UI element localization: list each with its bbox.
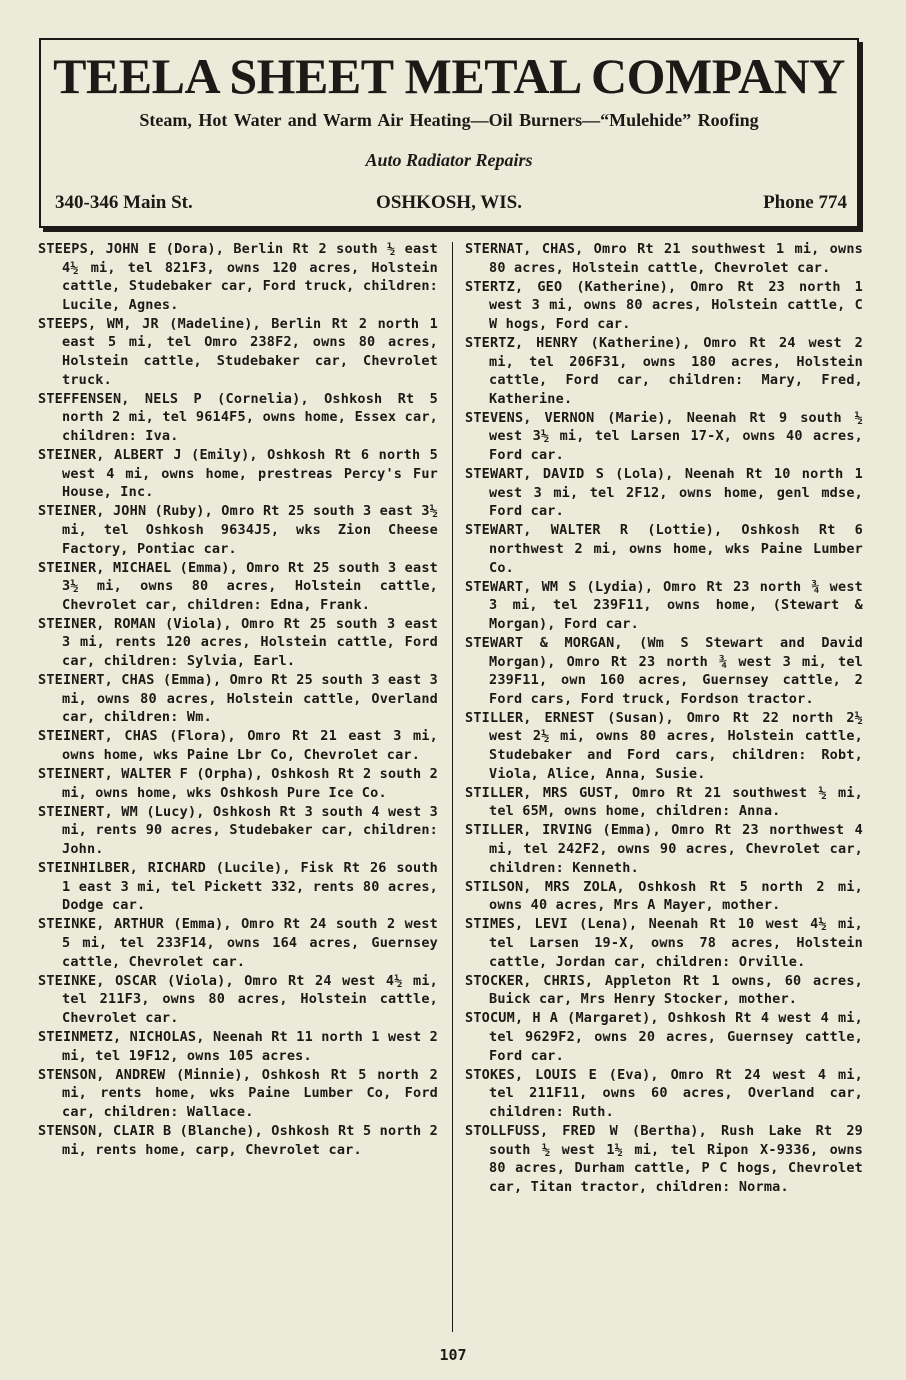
directory-entry: STEINER, MICHAEL (Emma), Omro Rt 25 south 3 east 3½ mi, owns 80 acres, Holstein cattle, Chevrolet car, children: Edna, Frank. [38, 559, 438, 613]
directory-entry: STILLER, ERNEST (Susan), Omro Rt 22 north 2½ west 2½ mi, owns 80 acres, Holstein cattle, Studebaker and Ford cars, children: Robt, Viola, Alice, Anna, Susie. [465, 709, 863, 782]
directory-entry: STOKES, LOUIS E (Eva), Omro Rt 24 west 4 mi, tel 211F11, owns 60 acres, Overland car, children: Ruth. [465, 1066, 863, 1120]
directory-entry: STEINERT, WM (Lucy), Oshkosh Rt 3 south 4 west 3 mi, rents 90 acres, Studebaker car, children: John. [38, 803, 438, 857]
directory-entry: STOLLFUSS, FRED W (Bertha), Rush Lake Rt 29 south ½ west 1½ mi, tel Ripon X-9336, owns 80 acres, Durham cattle, P C hogs, Chevrolet car, Titan tractor, children: Norma. [465, 1122, 863, 1195]
directory-entry: STEINMETZ, NICHOLAS, Neenah Rt 11 north 1 west 2 mi, tel 19F12, owns 105 acres. [38, 1028, 438, 1064]
page-number: 107 [439, 1346, 467, 1364]
directory-entry: STEINERT, CHAS (Flora), Omro Rt 21 east 3 mi, owns home, wks Paine Lbr Co, Chevrolet car. [38, 728, 438, 764]
directory-entry: STEINERT, CHAS (Emma), Omro Rt 25 south 3 east 3 mi, owns 80 acres, Holstein cattle, Overland car, children: Wm. [38, 672, 438, 726]
directory-entry: STILLER, MRS GUST, Omro Rt 21 southwest ½ mi, tel 65M, owns home, children: Anna. [465, 784, 863, 820]
directory-entry: STEWART, WM S (Lydia), Omro Rt 23 north ¾ west 3 mi, tel 239F11, owns home, (Stewart & Morgan), Ford car. [465, 578, 863, 632]
services-line: Steam, Hot Water and Warm Air Heating—Oil Burners—“Mulehide” Roofing [139, 110, 759, 130]
directory-entry: STEINKE, ARTHUR (Emma), Omro Rt 24 south 2 west 5 mi, tel 233F14, owns 164 acres, Guernsey cattle, Chevrolet car. [38, 916, 438, 970]
directory-entry: STILLER, IRVING (Emma), Omro Rt 23 northwest 4 mi, tel 242F2, owns 90 acres, Chevrolet car, children: Kenneth. [465, 822, 863, 876]
directory-entry: STENSON, CLAIR B (Blanche), Oshkosh Rt 5 north 2 mi, rents home, carp, Chevrolet car. [38, 1122, 438, 1158]
subtitle: Auto Radiator Repairs [365, 150, 533, 170]
city: OSHKOSH, WIS. [376, 192, 522, 213]
directory-entry: STEINKE, OSCAR (Viola), Omro Rt 24 west 4½ mi, tel 211F3, owns 80 acres, Holstein cattle, Chevrolet car. [38, 972, 438, 1026]
company-name: TEELA SHEET METAL COMPANY [53, 48, 845, 104]
advertisement-box [39, 38, 859, 228]
directory-entry: STEWART & MORGAN, (Wm S Stewart and David Morgan), Omro Rt 23 north ¾ west 3 mi, tel 239F11, own 160 acres, Guernsey cattle, 2 Ford cars, Ford truck, Fordson tractor. [465, 634, 863, 707]
directory-entry: STEWART, DAVID S (Lola), Neenah Rt 10 north 1 west 3 mi, tel 2F12, owns home, genl mdse, Ford car. [465, 466, 863, 520]
column-divider [452, 242, 453, 1332]
directory-entry: STOCKER, CHRIS, Appleton Rt 1 owns, 60 acres, Buick car, Mrs Henry Stocker, mother. [465, 972, 863, 1008]
directory-entry: STEINER, JOHN (Ruby), Omro Rt 25 south 3 east 3½ mi, tel Oshkosh 9634J5, wks Zion Cheese Factory, Pontiac car. [38, 503, 438, 557]
directory-entry: STEINER, ROMAN (Viola), Omro Rt 25 south 3 east 3 mi, rents 120 acres, Holstein cattle, Ford car, children: Sylvia, Earl. [38, 615, 438, 670]
directory-entry: STEVENS, VERNON (Marie), Neenah Rt 9 south ½ west 3½ mi, tel Larsen 17-X, owns 40 acres, Ford car. [465, 409, 863, 464]
right-column [465, 240, 863, 1197]
directory-entry: STOCUM, H A (Margaret), Oshkosh Rt 4 west 4 mi, tel 9629F2, owns 20 acres, Guernsey cattle, Ford car. [465, 1010, 863, 1064]
directory-entry: STIMES, LEVI (Lena), Neenah Rt 10 west 4½ mi, tel Larsen 19-X, owns 78 acres, Holstein cattle, Jordan car, children: Orville. [465, 916, 863, 970]
phone: Phone 774 [763, 192, 847, 213]
directory-entry: STILSON, MRS ZOLA, Oshkosh Rt 5 north 2 mi, owns 40 acres, Mrs A Mayer, mother. [465, 878, 863, 914]
directory-entry: STERNAT, CHAS, Omro Rt 21 southwest 1 mi, owns 80 acres, Holstein cattle, Chevrolet car. [465, 241, 863, 276]
directory-entry: STEWART, WALTER R (Lottie), Oshkosh Rt 6 northwest 2 mi, owns home, wks Paine Lumber Co. [465, 522, 863, 576]
directory-entry: STENSON, ANDREW (Minnie), Oshkosh Rt 5 north 2 mi, rents home, wks Paine Lumber Co, Ford car, children: Wallace. [38, 1066, 438, 1120]
directory-entry: STERTZ, HENRY (Katherine), Omro Rt 24 west 2 mi, tel 206F31, owns 180 acres, Holstein cattle, Ford car, children: Mary, Fred, Katherine. [465, 334, 863, 407]
directory-entry: STEINER, ALBERT J (Emily), Oshkosh Rt 6 north 5 west 4 mi, owns home, prestreas Percy's Fur House, Inc. [38, 447, 438, 501]
directory-entry: STEEPS, JOHN E (Dora), Berlin Rt 2 south ½ east 4½ mi, tel 821F3, owns 120 acres, Holstein cattle, Studebaker car, Ford truck, children: Lucile, Agnes. [38, 241, 438, 313]
directory-entry: STEFFENSEN, NELS P (Cornelia), Oshkosh Rt 5 north 2 mi, tel 9614F5, owns home, Essex car, children: Iva. [38, 390, 438, 444]
left-column [38, 240, 438, 1160]
street-address: 340-346 Main St. [55, 192, 193, 213]
directory-entry: STEINHILBER, RICHARD (Lucile), Fisk Rt 26 south 1 east 3 mi, tel Pickett 332, rents 80 acres, Dodge car. [38, 860, 438, 914]
directory-entry: STEINERT, WALTER F (Orpha), Oshkosh Rt 2 south 2 mi, owns home, wks Oshkosh Pure Ice Co. [38, 766, 438, 801]
directory-entry: STEEPS, WM, JR (Madeline), Berlin Rt 2 north 1 east 5 mi, tel Omro 238F2, owns 80 acres, Holstein cattle, Studebaker car, Chevrolet truck. [38, 315, 438, 388]
directory-entry: STERTZ, GEO (Katherine), Omro Rt 23 north 1 west 3 mi, owns 80 acres, Holstein cattle, C W hogs, Ford car. [465, 278, 863, 332]
